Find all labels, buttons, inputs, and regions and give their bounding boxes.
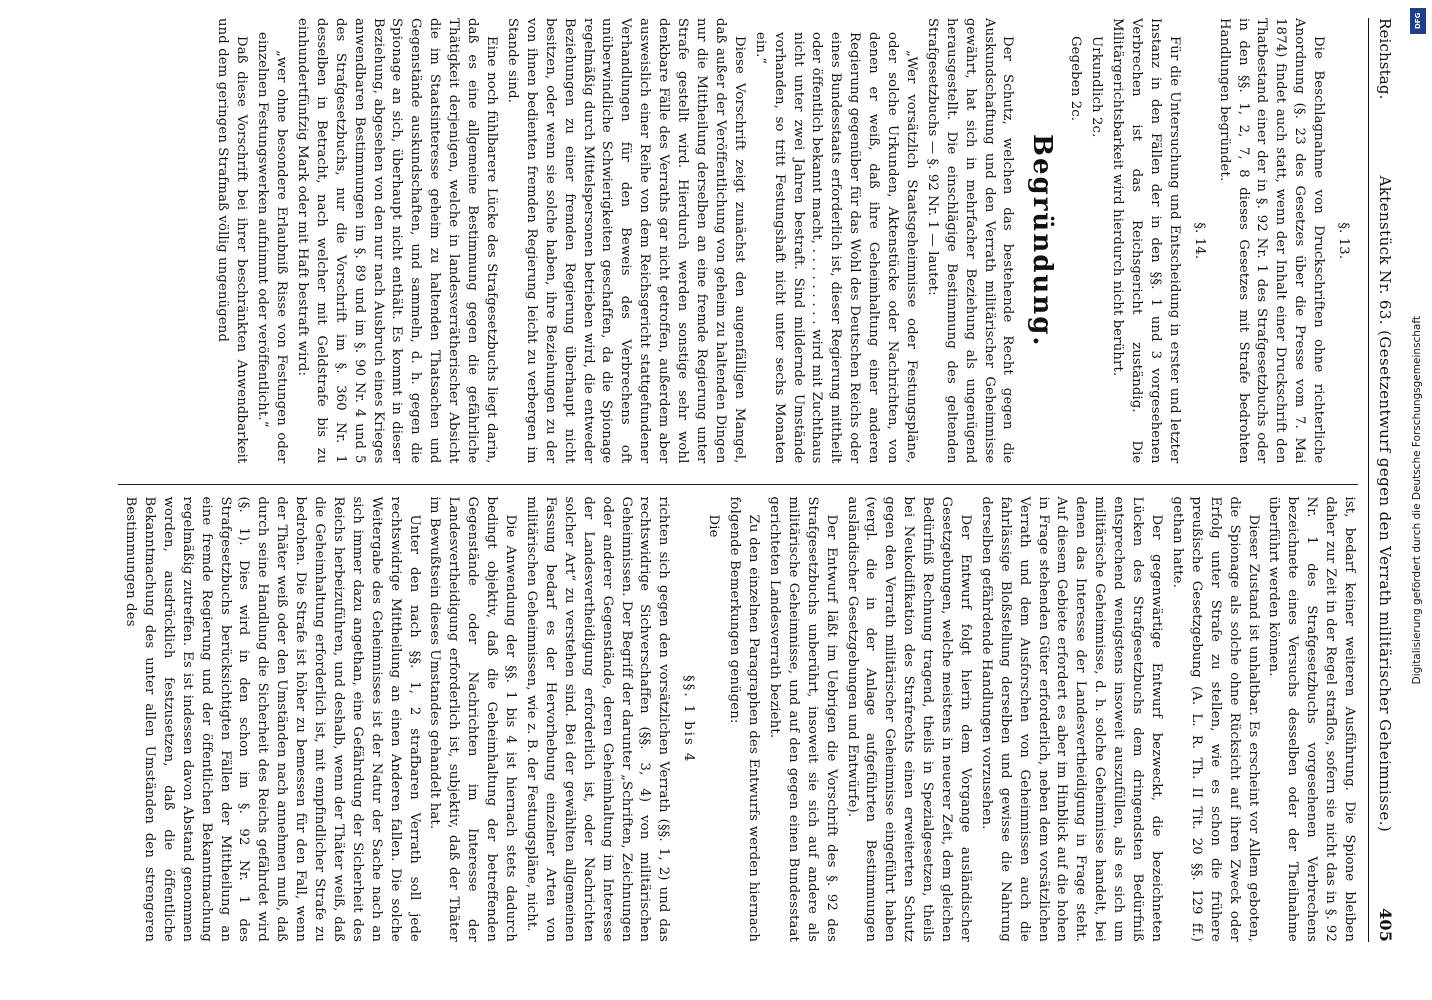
paragraph: Daß diese Vorschrift bei ihrer beschränkten Anwendbarkeit und dem geringen Strafmaß völlig ungenügend [215,18,250,464]
paragraph: richten sich gegen den vorsätzlichen Verrath (§§. 1, 2) und das rechtswidrige Sichverschaffen (§§. 3, 4) von militärischen Geheimnissen. Der Begriff der darunter „Schriften, Zeichnungen oder anderer Gegenstände, deren Geheimhaltung im Interesse der Landesvertheidigung erforderlich ist, oder Nachrichten solcher Art“ zu verstehen sind. Bei der gewählten allgemeinen Fassung bedarf es der Hervorhebung einzelner Arten von militärischen Geheimnissen, wie z. B. der Festungspläne, nicht. [524,496,672,942]
paragraph: Der gegenwärtige Entwurf bezweckt, die bezeichneten Lücken des Strafgesetzbuchs dem dringendsten Bedürfniß entsprechend wenigstens insoweit auszufüllen, als es sich um militärische Geheimnisse, d. h. solche Geheimnisse handelt, bei denen das Interesse der Landesvertheidigung in Frage steht. Auf diesem Gebiete erfordert es aber im Hinblick auf die hohen in Frage stehenden Güter erforderlich, neben dem vorsätzlichen Verrath und dem Ausforschen von Geheimnissen auch die fahrlässige Bloßstellung derselben und gewisse die Nahrung derselben gefährdende Handlungen vorzusehen. [978,496,1165,942]
quotation: „Wer vorsätzlich Staatsgeheimnisse oder Festungspläne, oder solche Urkunden, Aktenstücke oder Nachrichten, von denen er weiß, daß ihre Geheimhaltung einer anderen Regierung gegenüber für das Wohl des Deutschen Reichs oder eines Bundesstaats erforderlich ist, dieser Regierung mittheilt oder öffentlich bekannt macht, . . . . . . . . . wird mit Zuchthaus nicht unter zwei Jahren bestraft. Sind mildernde Umstände vorhanden, so tritt Festungshaft nicht unter sechs Monaten ein.“ [752,32,919,464]
left-column [118,18,1358,464]
paragraph: Dieser Zustand ist unhaltbar. Es erscheint vor Allem geboten, die Spionage als solche ohne Rücksicht auf ihren Zweck oder Erfolg unter Strafe zu stellen, wie es schon die frühere preußische Gesetzgebung (A. L. R. Th. II Tit. 20 §§. 129 ff.) gethan hatte. [1169,496,1261,942]
paragraph: Unter den nach §§. 1, 2 strafbaren Verrath soll jede rechtswidrige Mittheilung an einen Anderen fallen. Die solche Weitergabe des Geheimnisses ist der Natur der Sache nach an sich immer dazu angethan, eine Gefährdung der Sicherheit des Reichs herbeizuführen, und deshalb, wenn der Thäter weiß, daß die Geheimhaltung erforderlich ist, mit empfindlicher Strafe zu bedrohen. Die Strafe ist höher zu bemessen für den Fall, wenn der Thäter weiß oder den Umständen nach annehmen muß, daß durch seine Handlung die Sicherheit des Reichs gefährdet wird (§. 1). Dies wird in den schon im §. 92 Nr. 1 des Strafgesetzbuchs berücksichtigten Fällen der Mittheilung an eine fremde Regierung und der öffentlichen Bekanntmachung regelmäßig zutreffen. Es ist indessen davon Abstand genommen worden, ausdrücklich festzusetzen, daß die öffentliche Bekanntmachung des unter allen Umständen den strengeren Bestimmungen des [123,496,422,942]
right-column [118,484,1358,943]
closing-gegeben: Gegeben 2c. [1068,36,1084,122]
running-head-title: Aktenstück Nr. 63. (Gesetzentwurf gegen den Verrath militärischer Geheimnisse.) [1376,175,1394,833]
section-14-text: Für die Untersuchung und Entscheidung in erster und letzter Instanz in den Fällen der in den §§. 1 und 3 vorgesehenen Verbrechen ist das Reichsgericht zuständig. Die Militärgerichtsbarkeit wird hierdurch nicht berührt. [1110,18,1182,464]
document-page [42,0,1402,960]
running-head-left: Reichstag. [1376,18,1394,100]
section-1-4-heading: §§. 1 bis 4 [681,675,697,764]
paragraph: Zu den einzelnen Paragraphen des Entwurfs werden hiernach folgende Bemerkungen genügen: [727,496,761,942]
page-number: 405 [1376,908,1395,942]
closing-urkundlich: Urkundlich 2c. [1089,36,1105,138]
paragraph: Die [706,514,722,538]
paragraph: Der Schutz, welchen das bestehende Recht gegen die Auskundschaftung und den Verrath militärischer Geheimnisse gewährt, hat sich in mehrfacher Beziehung als ungenügend herausgestellt. Die einschlägige Bestimmung des geltenden Strafgesetzbuchs — §. 92 Nr. 1 — lautet: [924,18,1016,464]
dfg-logo: DFG [1410,8,1426,34]
paragraph: Der Entwurf folgt hierin dem Vorgange ausländischer Gesetzgebungen, welche meistens in neuerer Zeit, dem gleichen Bedürfniß Rechnung tragend, theils in Spezialgesetzen, theils bei Neukodifikation des Strafrechts einen erweiterten Schutz gegen den Verrath militärischer Geheimnisse eingeführt haben (vergl. die in der Anlage aufgeführten Bestimmungen ausländischer Gesetzgebungen und Entwürfe). [844,496,973,942]
paragraph: ist, bedarf keiner weiteren Ausführung. Die Spione bleiben daher zur Zeit in der Regel straflos, sofern sie nicht das in §. 92 Nr. 1 des Strafgesetzbuchs vorgesehenen Verbrechens bezeichnete eines Versuchs desselben oder der Theilnahme überführt werden können. [1266,496,1358,942]
begruendung-heading: Begründung. [1027,134,1058,348]
section-13-heading: §. 13. [1336,222,1352,260]
paragraph: Diese Vorschrift zeigt zunächst den augenfälligen Mangel, daß außer der Veröffentlichung von geheim zu haltenden Dingen nur die Mittheilung derselben an eine fremde Regierung unter Strafe gestellt wird. Hierdurch werden sonstige sehr wohl denkbare Fälle des Verraths gar nicht getroffen, außerdem aber ausweislich einer Reihe von dem Reichsgericht stattgefundener Verhandlungen für den Beweis des Verbrechens oft unüberwindliche Schwierigkeiten geschaffen, da die Spionage regelmäßig durch Mittelspersonen betrieben wird, die entweder Beziehungen zu einer fremden Regierung überhaupt nicht besitzen, oder wenn sie solche haben, ihre Beziehungen zu der von ihnen bedienten fremden Regierung leicht zu verbergen im Stande sind. [504,18,747,464]
credit-text: Digitalisierung gefördert durch die Deutsche Forschungsgemeinschaft [1411,315,1423,685]
section-13-text: Die Beschlagnahme von Druckschriften ohne richterliche Anordnung (§. 23 des Gesetzes über die Presse vom 7. Mai 1874) findet auch statt, wenn der Inhalt einer Druckschrift den Thatbestand einer der in §. 92 Nr. 1 des Strafgesetzbuchs oder in den §§. 1, 2, 7, 8 dieses Gesetzes mit Strafe bedrohten Handlungen begründet. [1216,18,1327,464]
digitization-credit [1406,8,1428,992]
paragraph: Die Anwendung der §§. 1 bis 4 ist hiernach stets dadurch bedingt objektiv, daß die Geheimhaltung der betreffenden Gegenstände oder Nachrichten im Interesse der Landesvertheidigung erforderlich ist, subjektiv, daß der Thäter im Bewußtsein dieses Umstandes gehandelt hat. [427,496,519,942]
paragraph: Der Entwurf läßt im Uebrigen die Vorschrift des §. 92 des Strafgesetzbuchs unberührt, insoweit sie sich auf andere als militärische Geheimnisse, und auf den gegen einen Bundesstaat gerichteten Landesverrath bezieht. [766,496,839,942]
section-14-heading: §. 14. [1191,222,1207,260]
text-columns [118,18,1358,942]
paragraph: Eine noch fühlbarere Lücke des Strafgesetzbuchs liegt darin, daß es eine allgemeine Bestimmung gegen die gefährliche Thätigkeit derjenigen, welche in landesverrätherischer Absicht die im Staatsinteresse geheim zu haltenden Thatsachen und Gegenstände auskundschaften, und sammeln, d. h. gegen die Spionage an sich, überhaupt nicht enthält. Es kommt in dieser Beziehung, abgesehen von den nur nach Ausbruch eines Krieges anwendbaren Bestimmungen im §. 89 und im §. 90 Nr. 4 und 5 des Strafgesetzbuchs, nur die Vorschrift im §. 360 Nr. 1 desselben in Betracht, nach welcher mit Geldstrafe bis zu einhundertfünfzig Mark oder mit Haft bestraft wird: [294,18,500,464]
running-head [1368,18,1394,942]
quotation: „wer ohne besondere Erlaubniß Risse von Festungen oder einzelnen Festungswerken aufnimmt oder veröffentlicht.“ [255,32,290,464]
